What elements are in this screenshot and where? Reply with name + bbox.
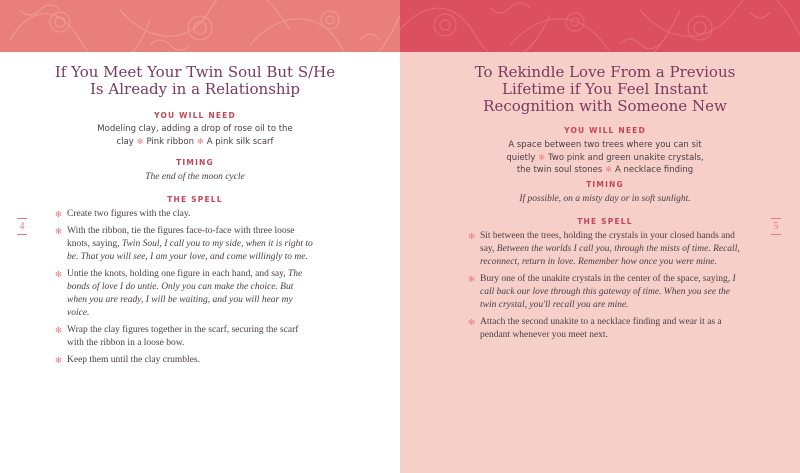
list-item: ✻ Bury one of the unakite crystals in the center of the space, saying, I call back our love through this gateway of time. When you see the twin crystal, you'll recall you are mine. [468, 274, 736, 310]
right-title-line-3: Recognition with Someone New [483, 97, 727, 115]
flower-separator-icon: ✻ [136, 136, 144, 146]
right-timing-label: TIMING [586, 180, 624, 189]
flower-bullet-icon: ✻ [468, 274, 476, 284]
list-item: ✻ Keep them until the clay crumbles. [55, 355, 200, 365]
flower-bullet-icon: ✻ [55, 209, 63, 219]
list-item: ✻ Create two figures with the clay. [55, 209, 191, 219]
list-item: ✻ Untie the knots, holding one figure in each hand, and say, The bonds of love I do untie. Only you can make the choice. But when you are ready, I will be waiting, and you will hear my voice. [55, 269, 303, 318]
paisley-pattern-icon [0, 0, 400, 52]
list-item: ✻ With the ribbon, tie the figures face-to-face with three loose knots, saying, Twin Soul, I call you to my side, when it is right to be. That you will see, I am your love, and come willingly to me. [55, 226, 313, 262]
paisley-pattern-icon [400, 0, 800, 52]
right-need-item-1: quietly [506, 152, 536, 163]
left-title [40, 64, 350, 98]
flower-bullet-icon: ✻ [468, 317, 476, 327]
list-item: ✻ Wrap the clay figures together in the scarf, securing the scarf with the ribbon in a loose bow. [55, 325, 299, 348]
right-page [400, 0, 800, 473]
right-title-line-1: To Rekindle Love From a Previous [474, 63, 736, 81]
left-need-item-2: Pink ribbon [146, 136, 194, 147]
left-need-text [40, 124, 350, 148]
right-need-line-1: A space between two trees where you can sit [508, 140, 702, 150]
right-spell-steps [468, 230, 743, 346]
page-number-rule [17, 218, 27, 219]
list-item: ✻ Sit between the trees, holding the crystals in your closed hands and say, Between the worlds I call you, through the mists of time. Recall, reconnect, return in love. Remember how once you were mine. [468, 231, 740, 267]
left-need-line-1: Modeling clay, adding a drop of rose oil to the [97, 124, 293, 134]
left-timing-text: The end of the moon cycle [145, 172, 245, 182]
right-timing-text: If possible, on a misty day or in soft sunlight. [519, 194, 691, 204]
flower-separator-icon: ✻ [538, 152, 546, 162]
left-need-label: YOU WILL NEED [154, 111, 236, 120]
right-need-item-3: the twin soul stones [516, 165, 603, 175]
right-need-label: YOU WILL NEED [564, 126, 646, 135]
flower-bullet-icon: ✻ [55, 325, 63, 335]
page-number-rule [17, 234, 27, 235]
flower-bullet-icon: ✻ [55, 226, 63, 236]
right-title [450, 64, 760, 115]
flower-bullet-icon: ✻ [55, 269, 63, 279]
right-title-line-2: Lifetime if You Feel Instant [502, 80, 708, 98]
left-page-number: 4 [14, 216, 30, 237]
left-need-item-1: clay [116, 136, 134, 147]
right-page-number: 5 [768, 216, 784, 237]
left-need-item-3: A pink silk scarf [206, 136, 274, 147]
page-number-rule [771, 218, 781, 219]
left-timing-label: TIMING [176, 158, 214, 167]
left-decorative-band [0, 0, 400, 52]
left-title-line-2: Is Already in a Relationship [90, 80, 300, 98]
right-need-text [450, 140, 760, 177]
page-number-rule [771, 234, 781, 235]
right-need-item-4: A necklace finding [615, 165, 694, 175]
left-title-line-1: If You Meet Your Twin Soul But S/He [54, 63, 336, 81]
left-spell-label: THE SPELL [167, 195, 223, 204]
right-decorative-band [400, 0, 800, 52]
left-spell-steps [55, 208, 315, 371]
flower-bullet-icon: ✻ [55, 355, 63, 365]
right-spell-label: THE SPELL [577, 217, 633, 226]
flower-bullet-icon: ✻ [468, 231, 476, 241]
flower-separator-icon: ✻ [196, 136, 204, 146]
list-item: ✻ Attach the second unakite to a necklace finding and wear it as a pendant whenever you meet next. [468, 317, 722, 340]
right-need-item-2: Two pink and green unakite crystals, [548, 152, 704, 163]
flower-separator-icon: ✻ [605, 165, 612, 174]
